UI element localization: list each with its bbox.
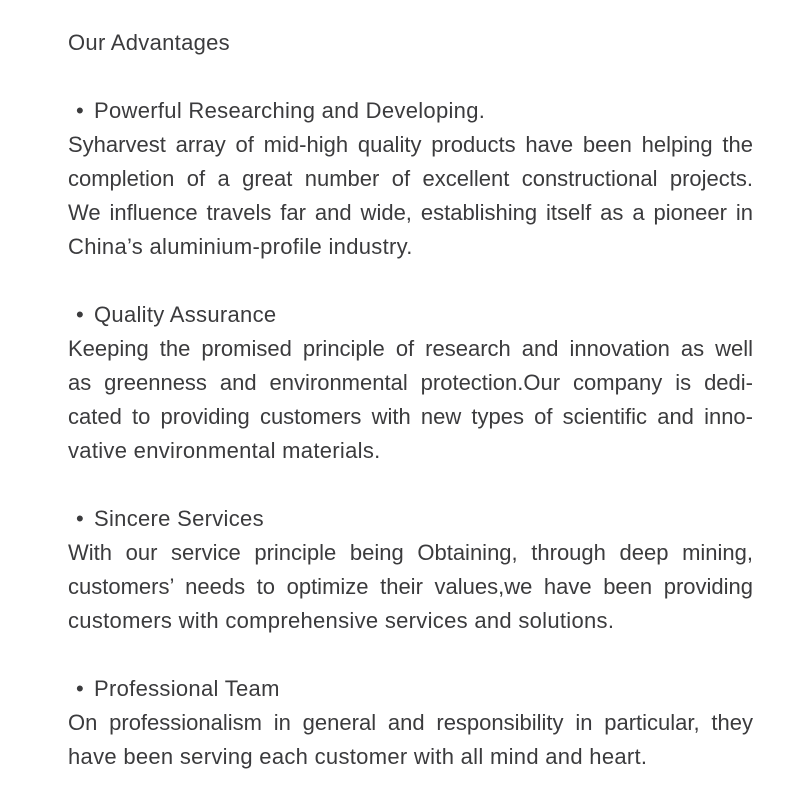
section-title	[68, 502, 753, 536]
paragraph-line: customers’ needs to optimize their values,we have been providing	[68, 574, 753, 599]
paragraph-line: cated to providing customers with new types of scientific and inno-	[68, 404, 753, 429]
section-professional-team	[68, 672, 753, 774]
paragraph-line: We influence travels far and wide, establishing itself as a pioneer in	[68, 200, 753, 225]
section-sincere-services	[68, 502, 753, 638]
paragraph-line: On professionalism in general and responsibility in particular, they	[68, 710, 753, 735]
bullet-icon: •	[76, 98, 85, 123]
paragraph-line: customers with comprehensive services and solutions.	[68, 608, 615, 633]
section-title-label: Sincere Services	[94, 506, 264, 531]
section-powerful-researching	[68, 94, 753, 264]
section-quality-assurance	[68, 298, 753, 468]
paragraph-line: China’s aluminium-profile industry.	[68, 234, 413, 259]
paragraph-line: as greenness and environmental protection.Our company is dedi-	[68, 370, 753, 395]
paragraph-line: Keeping the promised principle of research and innovation as well	[68, 336, 753, 361]
section-title	[68, 94, 753, 128]
section-title-label: Quality Assurance	[94, 302, 277, 327]
section-title-label: Powerful Researching and Developing.	[94, 98, 486, 123]
bullet-icon: •	[76, 302, 85, 327]
bullet-icon: •	[76, 506, 85, 531]
paragraph-line: completion of a great number of excellent constructional projects.	[68, 166, 753, 191]
bullet-icon: •	[76, 676, 85, 701]
paragraph-line: have been serving each customer with all mind and heart.	[68, 744, 648, 769]
paragraph-line: With our service principle being Obtaining, through deep mining,	[68, 540, 753, 565]
section-title	[68, 298, 753, 332]
paragraph-line: vative environmental materials.	[68, 438, 381, 463]
page-title: Our Advantages	[68, 30, 230, 55]
section-title-label: Professional Team	[94, 676, 280, 701]
paragraph-line: Syharvest array of mid-high quality products have been helping the	[68, 132, 753, 157]
section-title	[68, 672, 753, 706]
